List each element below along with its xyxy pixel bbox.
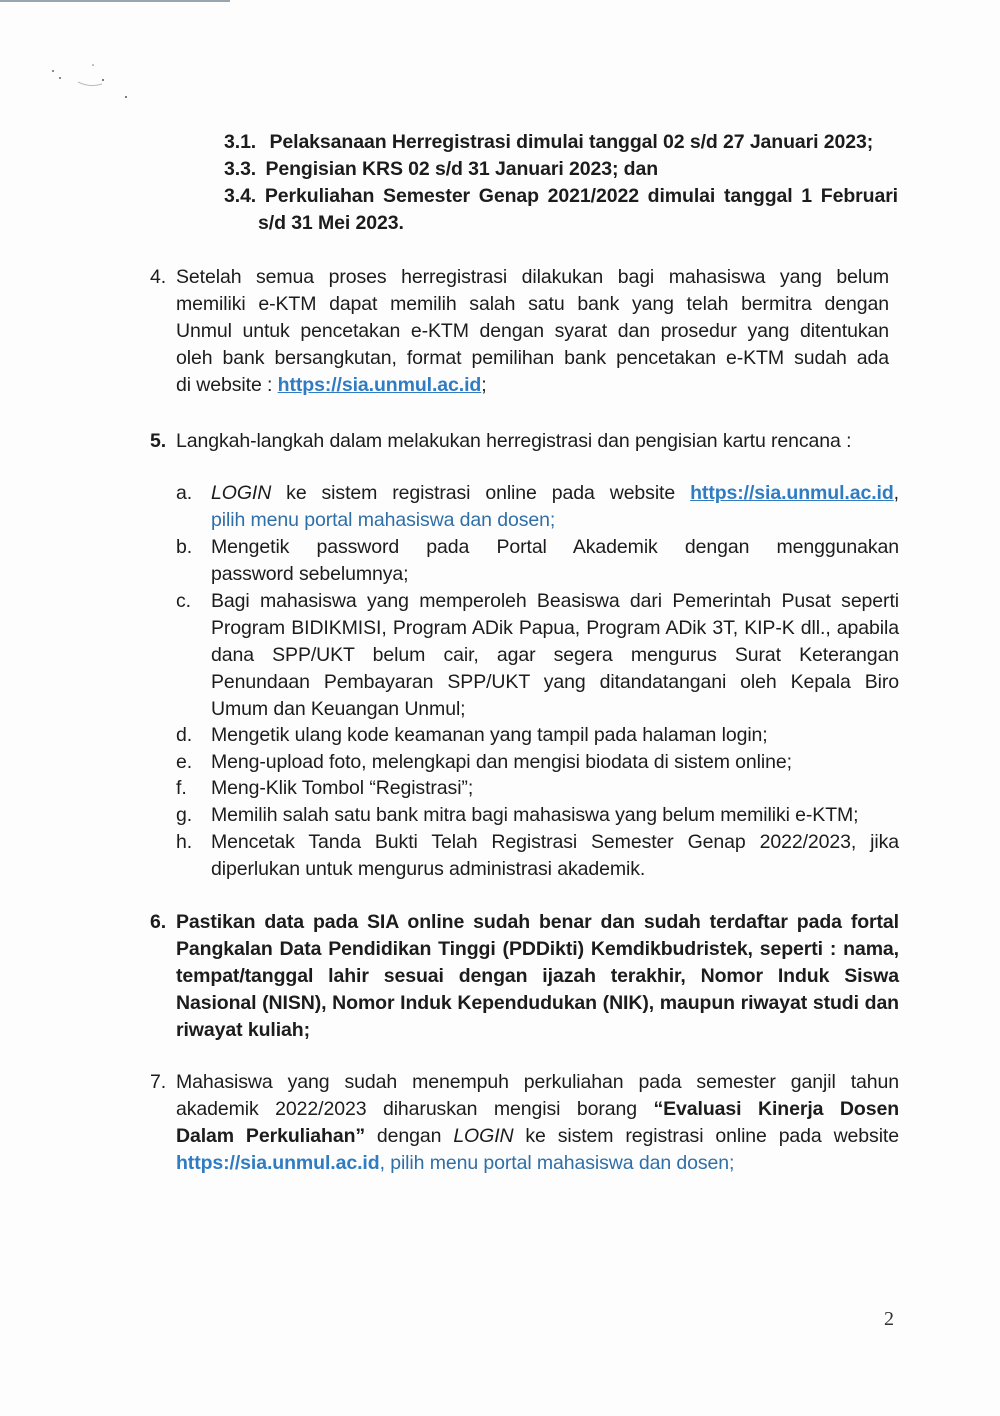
step-a-continuation: pilih menu portal mahasiswa dan dosen; — [211, 509, 556, 531]
step-a-line — [211, 480, 899, 507]
step-label: b. — [176, 536, 193, 558]
step-label: c. — [176, 590, 191, 612]
text: ke sistem registrasi online pada website — [271, 482, 691, 504]
text: dengan — [365, 1125, 454, 1147]
step-label: a. — [176, 482, 193, 504]
step-c-line: dana SPP/UKT belum cair, agar segera mengurus Surat Keterangan — [211, 644, 899, 666]
step-c-line: Bagi mahasiswa yang memperoleh Beasiswa dari Pemerintah Pusat seperti — [211, 590, 899, 612]
step-c-line: Penundaan Pembayaran SPP/UKT yang ditandatangani oleh Kepala Biro — [211, 671, 899, 693]
step-label: f. — [176, 777, 187, 799]
text: di website : — [176, 374, 278, 396]
text: , pilih menu portal mahasiswa dan dosen; — [379, 1152, 735, 1174]
login-term: LOGIN — [453, 1125, 514, 1147]
item-3-4-continuation: s/d 31 Mei 2023. — [258, 212, 404, 234]
step-d-text: Mengetik ulang kode keamanan yang tampil pada halaman login; — [211, 724, 768, 746]
item-7-line — [176, 1096, 899, 1123]
text: ke sistem registrasi online pada website — [513, 1125, 899, 1147]
text: , — [893, 482, 899, 504]
item-5-text: Langkah-langkah dalam melakukan herregistrasi dan pengisian kartu rencana : — [176, 430, 852, 452]
step-b-line: Mengetik password pada Portal Akademik dengan menggunakan — [211, 536, 899, 558]
scan-artifact-marks — [50, 62, 140, 102]
step-f-text: Meng-Klik Tombol “Registrasi”; — [211, 777, 474, 799]
item-7-line — [176, 1150, 734, 1177]
step-h-line: Mencetak Tanda Bukti Telah Registrasi Semester Genap 2022/2023, jika — [211, 831, 899, 853]
step-e-text: Meng-upload foto, melengkapi dan mengisi biodata di sistem online; — [211, 751, 792, 773]
item-6-line: Pastikan data pada SIA online sudah benar dan sudah terdaftar pada fortal — [176, 911, 899, 933]
item-6-line: Nasional (NISN), Nomor Induk Kependudukan (NIK), maupun riwayat studi dan — [176, 992, 899, 1014]
item-number: 3.1. — [224, 131, 257, 153]
item-text: Pelaksanaan Herregistrasi dimulai tanggal 02 s/d 27 Januari 2023; — [269, 131, 874, 153]
sia-link[interactable]: https://sia.unmul.ac.id — [176, 1152, 380, 1174]
step-label: d. — [176, 724, 193, 746]
step-h-line: diperlukan untuk mengurus administrasi akademik. — [211, 858, 646, 880]
sia-link[interactable]: https://sia.unmul.ac.id — [690, 482, 894, 504]
text: akademik 2022/2023 diharuskan mengisi borang — [176, 1098, 654, 1120]
item-number: 5. — [150, 430, 167, 452]
item-3-1 — [224, 129, 873, 156]
sia-link[interactable]: https://sia.unmul.ac.id — [277, 374, 482, 396]
item-number: 6. — [150, 911, 167, 933]
evaluation-title: Dalam Perkuliahan” — [176, 1125, 366, 1147]
login-term: LOGIN — [211, 482, 272, 504]
step-label: h. — [176, 831, 193, 853]
item-4-line: Setelah semua proses herregistrasi dilakukan bagi mahasiswa yang belum — [176, 266, 889, 288]
item-4-last-line — [176, 372, 487, 399]
item-7-line — [176, 1123, 899, 1150]
item-4-line: Unmul untuk pencetakan e-KTM dengan syarat dan prosedur yang ditentukan — [176, 320, 889, 342]
page-number: 2 — [884, 1308, 894, 1330]
step-label: e. — [176, 751, 193, 773]
scan-edge-line — [0, 0, 230, 2]
item-text: Perkuliahan Semester Genap 2021/2022 dimulai tanggal 1 Februari — [264, 185, 898, 207]
step-g-text: Memilih salah satu bank mitra bagi mahasiswa yang belum memiliki e-KTM; — [211, 804, 859, 826]
item-6-line: riwayat kuliah; — [176, 1019, 310, 1041]
text: ; — [481, 374, 487, 396]
step-label: g. — [176, 804, 193, 826]
item-4-line: oleh bank bersangkutan, format pemilihan bank pencetakan e-KTM sudah ada — [176, 347, 889, 369]
item-number: 3.3. — [224, 158, 257, 180]
item-number: 4. — [150, 266, 167, 288]
item-number: 3.4. — [224, 185, 257, 207]
item-4-line: memiliki e-KTM dapat memilih salah satu bank yang telah bermitra dengan — [176, 293, 889, 315]
step-b-line: password sebelumnya; — [211, 563, 409, 585]
item-7-line: Mahasiswa yang sudah menempuh perkuliahan pada semester ganjil tahun — [176, 1071, 899, 1093]
evaluation-title: “Evaluasi Kinerja Dosen — [653, 1098, 900, 1120]
item-3-4 — [224, 183, 898, 210]
item-6-line: tempat/tanggal lahir sesuai dengan ijazah terakhir, Nomor Induk Siswa — [176, 965, 899, 987]
item-number: 7. — [150, 1071, 167, 1093]
item-3-3 — [224, 156, 658, 183]
step-c-line: Umum dan Keuangan Unmul; — [211, 698, 466, 720]
item-6-line: Pangkalan Data Pendidikan Tinggi (PDDikti) Kemdikbudristek, seperti : nama, — [176, 938, 899, 960]
step-c-line: Program BIDIKMISI, Program ADik Papua, Program ADik 3T, KIP-K dll., apabila — [211, 617, 899, 639]
item-text: Pengisian KRS 02 s/d 31 Januari 2023; dan — [265, 158, 659, 180]
